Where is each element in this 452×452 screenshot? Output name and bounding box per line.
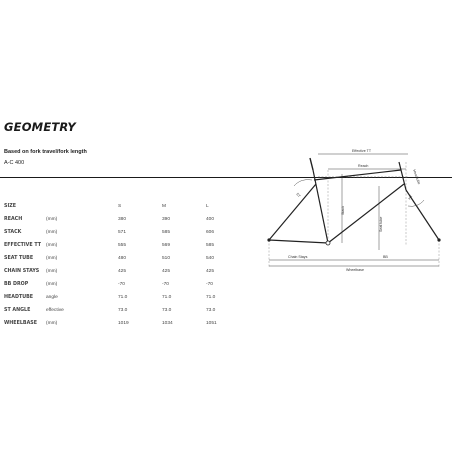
- row-value-s: 71.0: [118, 295, 128, 300]
- row-value-l: 606: [206, 230, 215, 235]
- row-value-l: 425: [206, 269, 215, 274]
- row-label: REACH: [4, 217, 23, 222]
- geometry-table: [4, 200, 250, 330]
- table-row: [4, 265, 250, 278]
- row-value-m: 585: [162, 230, 171, 235]
- row-unit: (mm): [46, 230, 58, 235]
- wheelbase-label: Wheelbase: [346, 268, 364, 272]
- row-value-m: 1034: [162, 321, 173, 326]
- bb-label: BB: [383, 255, 388, 259]
- row-value-m: -70: [162, 282, 169, 287]
- table-row: [4, 278, 250, 291]
- row-value-l: 73.0: [206, 308, 216, 313]
- stack-label: Stack: [341, 206, 345, 215]
- row-value-s: -70: [118, 282, 125, 287]
- row-value-l: 71.0: [206, 295, 216, 300]
- row-label: WHEELBASE: [4, 321, 38, 326]
- bike-geometry-diagram: [258, 140, 450, 280]
- seat-post: [310, 158, 313, 170]
- reach-label: Reach: [358, 164, 369, 168]
- row-value-s: 1019: [118, 321, 129, 326]
- table-row: [4, 239, 250, 252]
- row-unit: (mm): [46, 269, 58, 274]
- header-label: SIZE: [4, 204, 16, 209]
- row-unit: (mm): [46, 256, 58, 261]
- row-unit: (mm): [46, 282, 58, 287]
- page-title: GEOMETRY: [4, 120, 76, 134]
- row-unit: (mm): [46, 243, 58, 248]
- row-unit: effective: [46, 308, 64, 313]
- row-label: BB DROP: [4, 282, 29, 287]
- seat-tube-angle-arc: [294, 180, 312, 186]
- chain-stay: [269, 240, 328, 243]
- model-name: A-C 400: [4, 160, 25, 166]
- table-row: [4, 252, 250, 265]
- row-value-l: 540: [206, 256, 215, 261]
- size-s: S: [118, 204, 122, 209]
- seat-tube-label: Seat tube: [379, 216, 383, 232]
- row-value-m: 425: [162, 269, 171, 274]
- row-value-m: 510: [162, 256, 171, 261]
- row-value-m: 390: [162, 217, 171, 222]
- down-tube: [328, 184, 404, 243]
- page-subtitle: Based on fork travel/fork length: [4, 149, 87, 155]
- size-l: L: [206, 204, 209, 209]
- ht-angle-label: HT: [407, 194, 414, 201]
- chain-stays-label: Chain Stays: [288, 255, 308, 259]
- row-value-s: 571: [118, 230, 127, 235]
- headtube-label: Headtube: [412, 168, 422, 185]
- rear-axle-icon: [267, 238, 270, 241]
- row-value-l: 1051: [206, 321, 217, 326]
- row-value-s: 425: [118, 269, 127, 274]
- row-value-l: -70: [206, 282, 213, 287]
- size-m: M: [162, 204, 166, 209]
- effective-tt-label: Effective TT: [352, 149, 372, 153]
- header-unit: [46, 200, 118, 213]
- table-row: [4, 226, 250, 239]
- row-value-l: 400: [206, 217, 215, 222]
- top-tube: [314, 170, 401, 180]
- row-label: CHAIN STAYS: [4, 269, 40, 274]
- row-value-m: 71.0: [162, 295, 172, 300]
- table-row: [4, 304, 250, 317]
- row-value-s: 380: [118, 217, 127, 222]
- seat-tube: [313, 170, 328, 243]
- table-row: [4, 213, 250, 226]
- row-label: STACK: [4, 230, 22, 235]
- bottom-bracket-icon: [326, 241, 330, 245]
- row-value-s: 73.0: [118, 308, 128, 313]
- table-row: [4, 291, 250, 304]
- row-value-m: 569: [162, 243, 171, 248]
- row-value-l: 585: [206, 243, 215, 248]
- table-row: [4, 317, 250, 330]
- row-label: ST ANGLE: [4, 308, 31, 313]
- st-angle-label: ST: [295, 192, 302, 199]
- row-unit: (mm): [46, 217, 58, 222]
- row-label: EFFECTIVE TT: [4, 243, 41, 248]
- table-header-row: [4, 200, 250, 213]
- row-value-s: 480: [118, 256, 127, 261]
- row-value-s: 555: [118, 243, 127, 248]
- front-axle-icon: [437, 238, 440, 241]
- row-label: SEAT TUBE: [4, 256, 34, 261]
- row-unit: (mm): [46, 321, 58, 326]
- seat-stay: [269, 184, 316, 240]
- row-unit: angle: [46, 295, 58, 300]
- row-value-m: 73.0: [162, 308, 172, 313]
- row-label: HEADTUBE: [4, 295, 34, 300]
